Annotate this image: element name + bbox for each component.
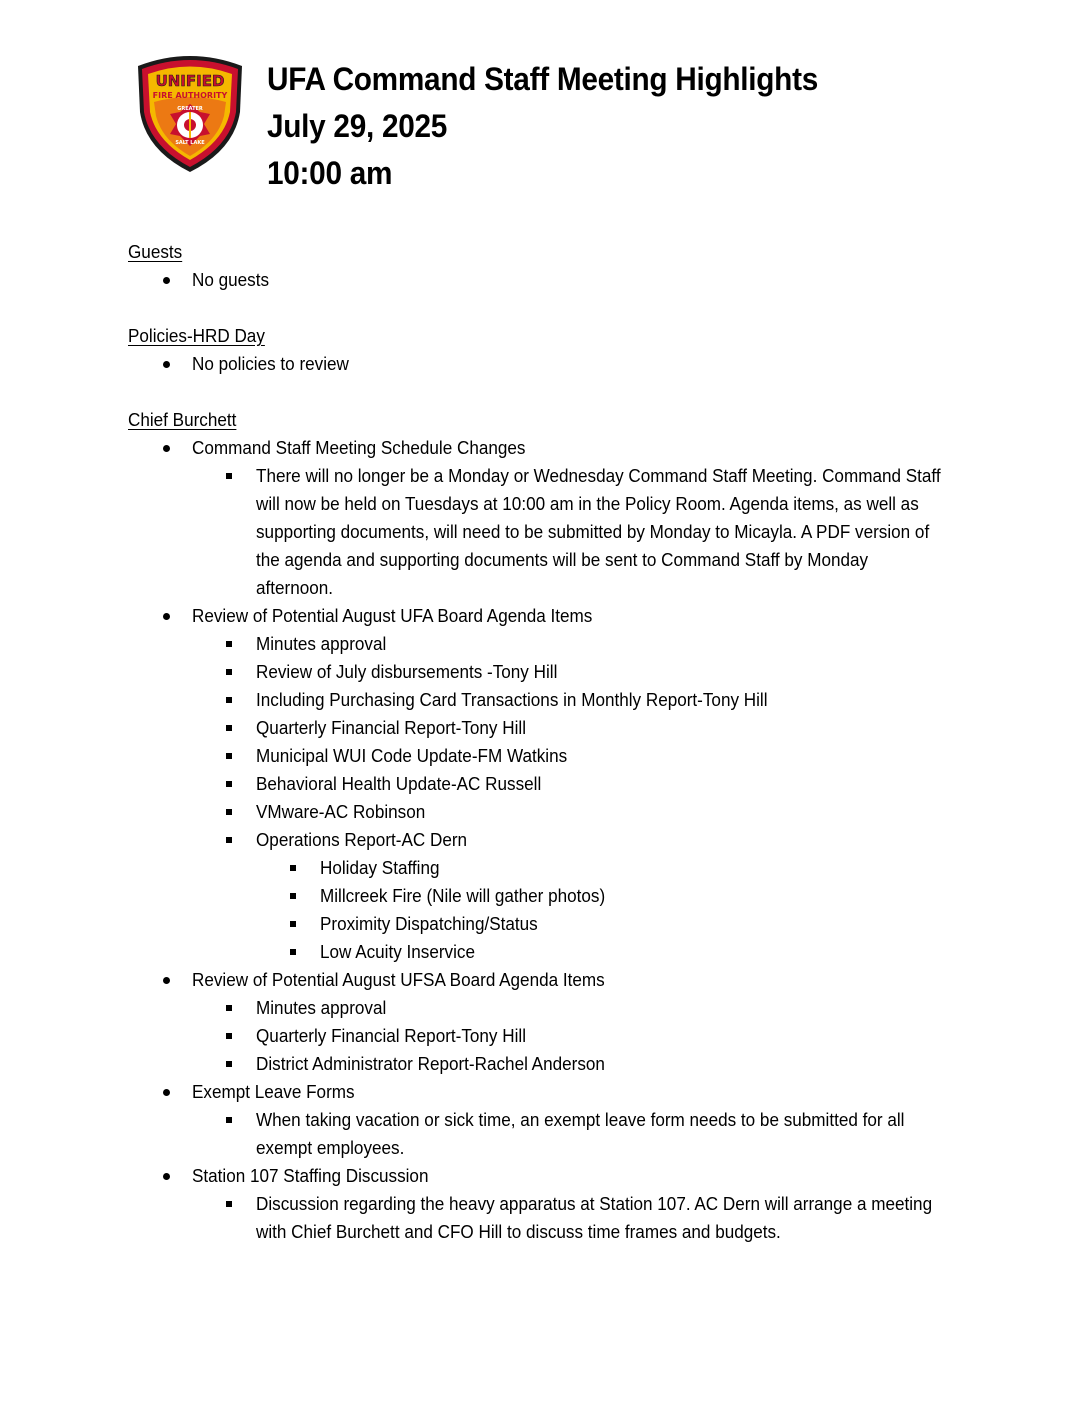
meeting-time: 10:00 am (267, 155, 393, 191)
meeting-notes (128, 238, 968, 1274)
sub-sub-list-item-text: Holiday Staffing (320, 857, 440, 878)
list-item (128, 1162, 968, 1190)
document-title: UFA Command Staff Meeting Highlights (267, 61, 818, 97)
list-item (128, 266, 968, 294)
ufa-shield-logo (134, 52, 246, 174)
sub-sub-list-item-text: Millcreek Fire (Nile will gather photos) (320, 885, 606, 906)
list-item-text: No policies to review (192, 353, 349, 374)
sub-sub-list-item-text: Proximity Dispatching/Status (320, 913, 538, 934)
sub-sub-list-item (128, 910, 968, 938)
sub-list-item (128, 630, 968, 658)
list-item-text: Review of Potential August UFSA Board Agenda Items (192, 969, 605, 990)
bullet-icon (163, 361, 170, 368)
logo-sub-text: FIRE AUTHORITY (152, 91, 228, 100)
sub-list-item-text: Including Purchasing Card Transactions in Monthly Report-Tony Hill (256, 689, 768, 710)
sub-sub-list-item (128, 938, 968, 966)
bullet-list (128, 350, 968, 378)
logo-top-text: UNIFIED (155, 72, 225, 90)
bullet-icon (163, 977, 170, 984)
square-bullet-icon (226, 697, 232, 703)
sub-list-item (128, 826, 968, 854)
list-item-text: Station 107 Staffing Discussion (192, 1165, 429, 1186)
bullet-list (128, 434, 968, 1246)
sub-bullet-list (128, 1106, 968, 1162)
meeting-date: July 29, 2025 (267, 108, 448, 144)
sub-sub-list-item-text: Low Acuity Inservice (320, 941, 475, 962)
logo-lower-ribbon: SALT LAKE (175, 140, 205, 146)
section-heading: Chief Burchett (128, 409, 237, 430)
bullet-icon (163, 1173, 170, 1180)
square-bullet-icon (226, 473, 232, 479)
section-heading: Policies-HRD Day (128, 325, 265, 346)
sub-list-item-text: Municipal WUI Code Update-FM Watkins (256, 745, 568, 766)
sub-list-item (128, 1106, 968, 1162)
sub-bullet-list (128, 630, 968, 966)
square-bullet-icon (226, 1061, 232, 1067)
square-bullet-icon (226, 1005, 232, 1011)
sub-list-item-text: Operations Report-AC Dern (256, 829, 468, 850)
section-policies (128, 322, 968, 378)
square-bullet-icon (226, 1033, 232, 1039)
sublist-container (128, 1190, 968, 1246)
list-item-text: No guests (192, 269, 270, 290)
sub-sub-list-item (128, 882, 968, 910)
sub-list-item (128, 1022, 968, 1050)
bullet-icon (163, 277, 170, 284)
square-bullet-icon (290, 949, 296, 955)
sub-bullet-list (128, 462, 968, 602)
square-bullet-icon (226, 1117, 232, 1123)
bullet-list (128, 266, 968, 294)
sub-list-item-text: There will no longer be a Monday or Wednesday Command Staff Meeting. Command Staff will now be held on Tuesdays at 10:00 am in the Policy Room. Agenda items, as well as supporting documents, will need to be submitted by Monday to Micayla. A PDF version of the agenda and supporting documents will be sent to Command Staff by Monday afternoon. (256, 465, 941, 598)
list-item (128, 1078, 968, 1106)
section-heading: Guests (128, 241, 183, 262)
shield-icon (134, 52, 246, 174)
sub-list-item (128, 742, 968, 770)
square-bullet-icon (226, 809, 232, 815)
sub-list-item-text: Quarterly Financial Report-Tony Hill (256, 717, 526, 738)
sub-sub-list-item (128, 854, 968, 882)
square-bullet-icon (226, 1201, 232, 1207)
sub-list-item (128, 994, 968, 1022)
square-bullet-icon (290, 865, 296, 871)
document-header (267, 56, 859, 197)
sub-list-item (128, 462, 968, 602)
sublist-container (128, 462, 968, 602)
sub-list-item-text: District Administrator Report-Rachel Anderson (256, 1053, 605, 1074)
square-bullet-icon (226, 641, 232, 647)
sub-list-item-text: Discussion regarding the heavy apparatus at Station 107. AC Dern will arrange a meeting with Chief Burchett and CFO Hill to discuss time frames and budgets. (256, 1193, 933, 1242)
square-bullet-icon (226, 669, 232, 675)
sublist-container (128, 630, 968, 966)
sub-list-item (128, 1190, 968, 1246)
logo-upper-ribbon: GREATER (177, 106, 203, 112)
sub-list-item (128, 770, 968, 798)
list-item-text: Review of Potential August UFA Board Agenda Items (192, 605, 593, 626)
square-bullet-icon (290, 893, 296, 899)
sub-list-item-text: When taking vacation or sick time, an exempt leave form needs to be submitted for all exempt employees. (256, 1109, 905, 1158)
sub-list-item (128, 686, 968, 714)
sublist-container (128, 994, 968, 1078)
list-item-text: Command Staff Meeting Schedule Changes (192, 437, 526, 458)
list-item (128, 434, 968, 462)
section-chief-burchett (128, 406, 968, 1246)
sublist-container (128, 854, 968, 966)
bullet-icon (163, 613, 170, 620)
sub-list-item (128, 798, 968, 826)
list-item (128, 602, 968, 630)
sub-list-item-text: Quarterly Financial Report-Tony Hill (256, 1025, 526, 1046)
list-item-text: Exempt Leave Forms (192, 1081, 355, 1102)
sub-list-item (128, 714, 968, 742)
square-bullet-icon (226, 781, 232, 787)
bullet-icon (163, 445, 170, 452)
sub-list-item-text: Review of July disbursements -Tony Hill (256, 661, 558, 682)
sub-list-item-text: Behavioral Health Update-AC Russell (256, 773, 542, 794)
sub-bullet-list (128, 1190, 968, 1246)
sub-sub-bullet-list (128, 854, 968, 966)
sub-list-item (128, 1050, 968, 1078)
square-bullet-icon (226, 753, 232, 759)
list-item (128, 350, 968, 378)
sub-list-item (128, 658, 968, 686)
square-bullet-icon (290, 921, 296, 927)
bullet-icon (163, 1089, 170, 1096)
sub-list-item-text: VMware-AC Robinson (256, 801, 426, 822)
section-guests (128, 238, 968, 294)
sub-bullet-list (128, 994, 968, 1078)
list-item (128, 966, 968, 994)
sublist-container (128, 1106, 968, 1162)
square-bullet-icon (226, 837, 232, 843)
sub-list-item-text: Minutes approval (256, 997, 387, 1018)
square-bullet-icon (226, 725, 232, 731)
sub-list-item-text: Minutes approval (256, 633, 387, 654)
